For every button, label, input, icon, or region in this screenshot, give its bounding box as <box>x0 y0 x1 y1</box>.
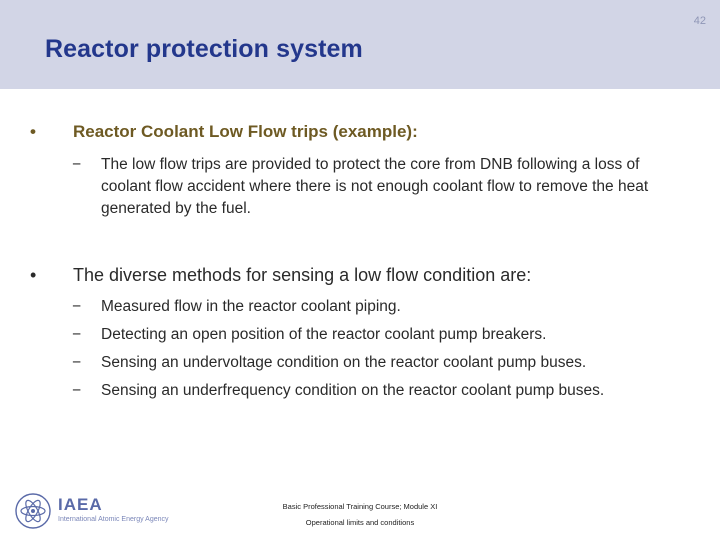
slide-header <box>0 0 720 89</box>
dash-marker: − <box>72 298 82 315</box>
bullet-text: The diverse methods for sensing a low flow condition are: <box>73 265 532 285</box>
sub-bullet-text: Detecting an open position of the reactor coolant pump breakers. <box>101 326 547 343</box>
logo-subtext: International Atomic Energy Agency <box>58 516 169 523</box>
dash-marker: − <box>72 354 82 371</box>
footer-topic: Operational limits and conditions <box>305 518 415 527</box>
sub-bullet-text: The low flow trips are provided to protect the core from DNB following a loss of coolant flow accident where there is not enough coolant flow to remove the heat generated by the fuel. <box>101 156 649 217</box>
iaea-logo <box>14 490 174 530</box>
bullet-marker: • <box>30 122 36 141</box>
footer-course: Basic Professional Training Course; Module XI <box>282 502 438 511</box>
bullet-text: Reactor Coolant Low Flow trips (example): <box>73 122 418 141</box>
atom-emblem-icon <box>14 492 52 530</box>
dash-marker: − <box>72 156 82 173</box>
sub-bullet-text: Sensing an undervoltage condition on the reactor coolant pump buses. <box>101 354 587 371</box>
dash-marker: − <box>72 382 82 399</box>
slide-title: Reactor protection system <box>45 35 363 63</box>
page-number: 42 <box>693 15 706 27</box>
sub-bullet-text: Sensing an underfrequency condition on the reactor coolant pump buses. <box>101 382 605 399</box>
sub-bullet-text: Measured flow in the reactor coolant piping. <box>101 298 401 315</box>
dash-marker: − <box>72 326 82 343</box>
logo-text: IAEA <box>58 495 103 514</box>
bullet-marker: • <box>30 265 37 285</box>
